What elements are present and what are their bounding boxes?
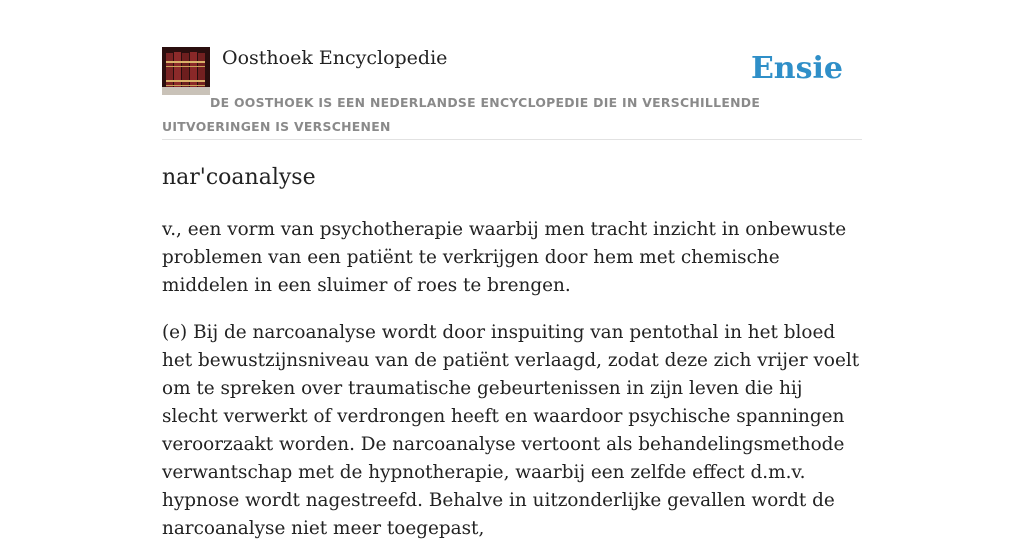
entry-title: nar'coanalyse [162,165,316,190]
encyclopedia-books-icon[interactable] [162,47,210,95]
entry-article [162,162,862,543]
header [162,47,862,140]
entry-explanation: (e) Bij de narcoanalyse wordt door inspuiting van pentothal in het bloed het bewustzijnsniveau van de patiënt verlaagd, zodat deze zich vrijer voelt om te spreken over traumatische gebeurtenissen in zijn leven die hij slecht verwerkt of verdrongen heeft en waardoor psychische spanningen veroorzaakt worden. De narcoanalyse vertoont als behandelingsmethode verwantschap met de hypnotherapie, waarbij een zelfde effect d.m.v. hypnose wordt nagestreefd. Behalve in uitzonderlijke gevallen wordt de narcoanalyse niet meer toegepast, [162,322,860,539]
ensie-logo-link[interactable]: Ensie [750,51,843,86]
entry-definition: v., een vorm van psychotherapie waarbij men tracht inzicht in onbewuste problemen van een patiënt te verkrijgen door hem met chemische middelen in een sluimer of roes te brengen. [162,219,847,296]
site-tagline: DE OOSTHOEK IS EEN NEDERLANDSE ENCYCLOPEDIE DIE IN VERSCHILLENDE UITVOERINGEN IS VERSCHENEN [162,95,761,134]
site-title-link[interactable]: Oosthoek Encyclopedie [222,47,448,69]
